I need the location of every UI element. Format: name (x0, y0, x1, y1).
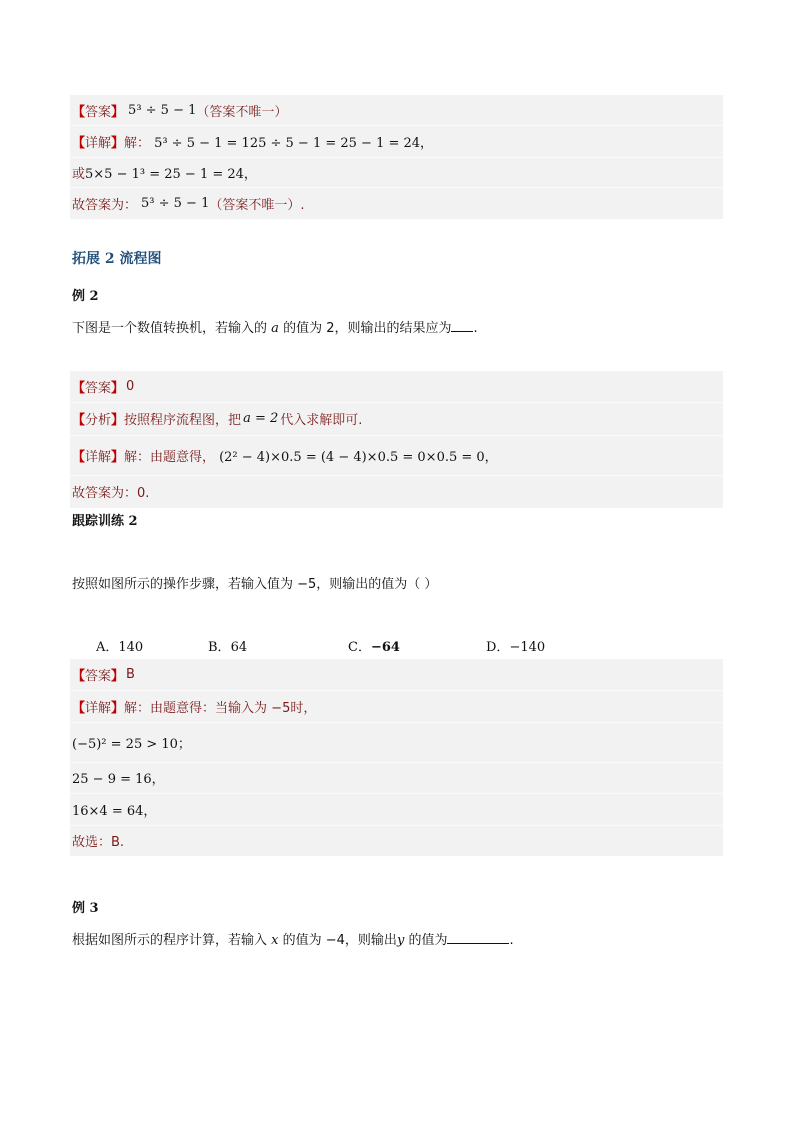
example-2-label: 例 2 (72, 289, 99, 304)
analysis-row: 【 分析 】 按照程序流程图，把 a = 2 代入求解即可. (70, 402, 723, 436)
answer-value: 0 (126, 379, 135, 394)
analysis-label: 分析 (85, 413, 112, 428)
step-3-math: 16×4 = 64， (72, 803, 157, 819)
detail-math: 5³ ÷ 5 − 1 = 125 ÷ 5 − 1 = 25 − 1 = 24， (154, 135, 434, 151)
example-2-question: 下图是一个数值转换机，若输入的 a 的值为 2，则输出的结果应为 . (72, 321, 478, 336)
variable-a: a (271, 321, 279, 336)
conclusion-prefix: 故答案为： (72, 197, 138, 213)
alt-prefix: 或 (72, 166, 86, 182)
choice-b[interactable]: B．64 (208, 640, 248, 655)
choice-a[interactable]: A．140 (96, 640, 144, 655)
conclusion-row (70, 475, 723, 508)
answer-label: 答案 (85, 669, 112, 684)
alt-math: 5×5 − 1³ = 25 − 1 = 24， (85, 166, 257, 182)
conclusion-row (70, 825, 723, 856)
answer-blank (451, 319, 473, 332)
practice-2-label: 跟踪训练 2 (72, 514, 138, 529)
alt-row (70, 157, 723, 188)
answer-row: 【 答案 】 0 (70, 371, 723, 403)
choice-c[interactable]: C．−64 (348, 640, 400, 655)
answer-label: 答案 (85, 381, 112, 396)
answer-value: 5³ ÷ 5 − 1 (128, 102, 197, 118)
analysis-math: a = 2 (243, 411, 279, 426)
choice-d[interactable]: D．−140 (486, 640, 546, 655)
section-title: 拓展 2 流程图 (72, 251, 162, 267)
detail-label: 详解 (85, 700, 112, 716)
variable-y: y (396, 933, 405, 948)
conclusion-math: 5³ ÷ 5 − 1 (141, 195, 210, 211)
conclusion-row (70, 187, 723, 219)
detail-label: 详解 (85, 135, 112, 151)
step-row-1 (70, 722, 723, 763)
detail-row: 【 详解 】 解：由题意得， (2² − 4)×0.5 = (4 − 4)×0.5 = 0×0.5 = 0， (70, 435, 723, 476)
variable-x: x (271, 933, 279, 948)
answer-block-3 (70, 659, 723, 856)
answer-note: （答案不唯一） (196, 104, 288, 120)
detail-row: 【 详解 】 解： 5³ ÷ 5 − 1 = 125 ÷ 5 − 1 = 25 − 1 = 24， (70, 125, 723, 158)
answer-row: 【 答案 】 B (70, 659, 723, 691)
conclusion-note: （答案不唯一）. (209, 197, 305, 213)
answer-value: B (126, 667, 135, 682)
analysis-text-2: 代入求解即可. (280, 413, 363, 428)
detail-row: 【 详解 】 解：由题意得：当输入为 −5时， (70, 690, 723, 723)
analysis-text: 按照程序流程图，把 (124, 413, 242, 428)
answer-label: 答案 (85, 104, 112, 120)
answer-row: 【 答案 】 5³ ÷ 5 − 1 （答案不唯一） (70, 95, 723, 126)
step-row-2 (70, 762, 723, 794)
conclusion-text: 故选：B. (72, 835, 125, 850)
step-1-math: (−5)² = 25 > 10； (72, 736, 191, 752)
answer-block-1 (70, 95, 723, 219)
example-3-label: 例 3 (72, 901, 99, 916)
detail-prefix: 解：由题意得， (124, 449, 216, 465)
detail-prefix: 解： (124, 135, 151, 151)
step-row-3 (70, 793, 723, 826)
conclusion-text: 故答案为：0. (72, 486, 150, 501)
detail-label: 详解 (85, 449, 112, 465)
example-3-question: 根据如图所示的程序计算，若输入 x 的值为 −4，则输出y 的值为 . (72, 933, 514, 948)
detail-text: 解：由题意得：当输入为 −5时， (124, 700, 317, 716)
practice-2-question: 按照如图所示的操作步骤，若输入值为 −5，则输出的值为（ ） (72, 577, 438, 592)
detail-math: (2² − 4)×0.5 = (4 − 4)×0.5 = 0×0.5 = 0， (219, 449, 498, 465)
answer-blank (447, 931, 509, 944)
answer-block-2 (70, 371, 723, 508)
step-2-math: 25 − 9 = 16， (72, 772, 165, 787)
